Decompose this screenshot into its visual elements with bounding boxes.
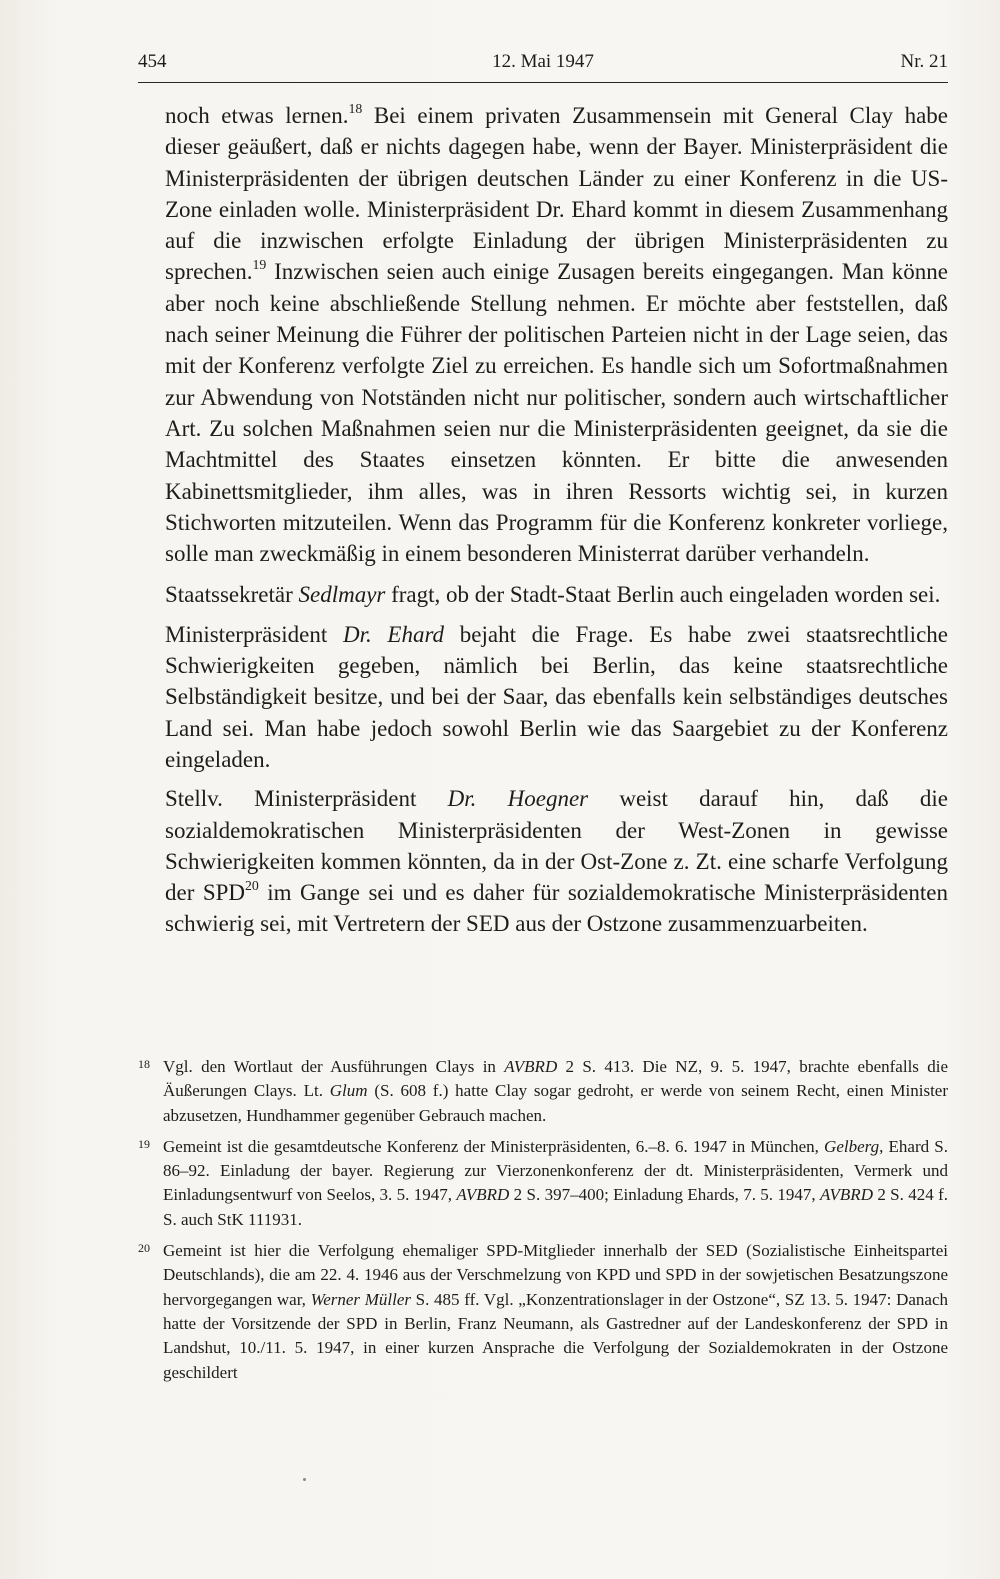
speaker-name: Dr. Hoegner: [447, 786, 589, 812]
page-number: 454: [138, 51, 167, 72]
footnote-number: 18: [138, 1057, 150, 1071]
footnotes: [138, 1055, 948, 1392]
footnote: 20 Gemeint ist hier die Verfolgung ehemaliger SPD-Mitglieder innerhalb der SED (Sozialistische Einheitspartei Deutschlands), die am 22. 4. 1946 aus der Verschmelzung von KPD und SPD in der sowjetischen Besatzungszone hervorgegangen war, Werner Müller S. 485 ff. Vgl. „Konzentrationslager in der Ostzone“, SZ 13. 5. 1947: Danach hatte der Vorsitzende der SPD in Berlin, Franz Neumann, als Gastredner auf der Landeskonferenz der SPD in Landshut, 10./11. 5. 1947, in einer kurzen Ansprache die Verfolgung der Sozialdemokraten in der Ostzone geschildert: [138, 1241, 948, 1382]
footnote: 19 Gemeint ist die gesamtdeutsche Konferenz der Ministerpräsidenten, 6.–8. 6. 1947 in München, Gelberg, Ehard S. 86–92. Einladung der bayer. Regierung zur Vierzonenkonferenz der dt. Ministerpräsidenten, Vermerk und Einladungsentwurf von Seelos, 3. 5. 1947, AVBRD 2 S. 397–400; Einladung Ehards, 7. 5. 1947, AVBRD 2 S. 424 f. S. auch StK 111931.: [138, 1136, 948, 1229]
paragraph: Ministerpräsident Dr. Ehard bejaht die Frage. Es habe zwei staatsrechtliche Schwierigkeiten gegeben, nämlich bei Berlin, das keine staatsrechtliche Selbständigkeit besitze, und bei der Saar, das ebenfalls kein selbständiges deutsches Land sei. Man habe jedoch sowohl Berlin wie das Saargebiet zu der Konferenz eingeladen.: [165, 621, 948, 772]
footnote: 18 Vgl. den Wortlaut der Ausführungen Clays in AVBRD 2 S. 413. Die NZ, 9. 5. 1947, brachte ebenfalls die Äußerungen Clays. Lt. Glum (S. 608 f.) hatte Clay sogar gedroht, er werde von seinem Recht, einen Minister abzusetzen, Hundhammer gegenüber Gebrauch machen.: [138, 1057, 949, 1125]
header-rule: [138, 82, 948, 83]
speaker-name: Sedlmayr: [298, 582, 386, 608]
speaker-name: Dr. Ehard: [342, 621, 445, 647]
document-number: Nr. 21: [900, 51, 948, 72]
footnote-ref: 20: [245, 878, 259, 894]
paragraph: Staatssekretär Sedlmayr fragt, ob der Stadt-Staat Berlin auch eingeladen worden sei.: [165, 582, 941, 608]
paragraph: noch etwas lernen.$^{18}$ Bei einem privaten Zusammensein mit General Clay habe dieser geäußert, daß er nichts dagegen habe, wenn der Bayer. Ministerpräsident die Ministerpräsidenten der übrigen deutschen Länder zu einer Konferenz in die US-Zone einladen wolle. Ministerpräsident Dr. Ehard kommt in diesem Zusammenhang auf die inzwischen erfolgte Einladung der übrigen Ministerpräsidenten zu sprechen.$^{19}$ Inzwischen seien auch einige Zusagen bereits eingegangen. Man könne aber noch keine abschließende Stellung nehmen. Er möchte aber feststellen, daß nach seiner Meinung die Führer der politischen Parteien nicht in der Lage seien, das mit der Konferenz verfolgte Ziel zu erreichen. Es handle sich um Sofortmaßnahmen zur Abwendung von Notständen nicht nur politischer, sondern auch wirtschaftlicher Art. Zu solchen Maßnahmen seien nur die Ministerpräsidenten geeignet, da sie die Machtmittel des Staates einsetzen könnten. Er bitte die anwesenden Kabinettsmitglieder, ihm alles, was in ihren Ressorts wichtig sei, in kurzen Stichworten mitzuteilen. Wenn das Programm für die Konferenz konkreter vorliege, solle man zweckmäßig in einem besonderen Ministerrat darüber verhandeln.: [165, 100, 948, 567]
main-text: [165, 100, 948, 948]
footnote-ref: 19: [252, 257, 267, 273]
header-date: 12. Mai 1947: [492, 51, 594, 72]
footnote-number: 19: [138, 1136, 150, 1151]
paragraph: Stellv. Ministerpräsident Dr. Hoegner weist darauf hin, daß die sozialdemokratischen Ministerpräsidenten der West-Zonen in gewisse Schwierigkeiten kommen könnten, da in der Ost-Zone z. Zt. eine scharfe Verfolgung der SPD$^{20}$ im Gange sei und es daher für sozialdemokratische Ministerpräsidenten schwierig sei, mit Vertretern der SED aus der Ostzone zusammenzuarbeiten.: [165, 786, 948, 937]
running-header: [138, 42, 948, 82]
footnote-ref: 18: [348, 100, 363, 116]
footnote-number: 20: [138, 1241, 150, 1256]
speck: [303, 1478, 306, 1481]
